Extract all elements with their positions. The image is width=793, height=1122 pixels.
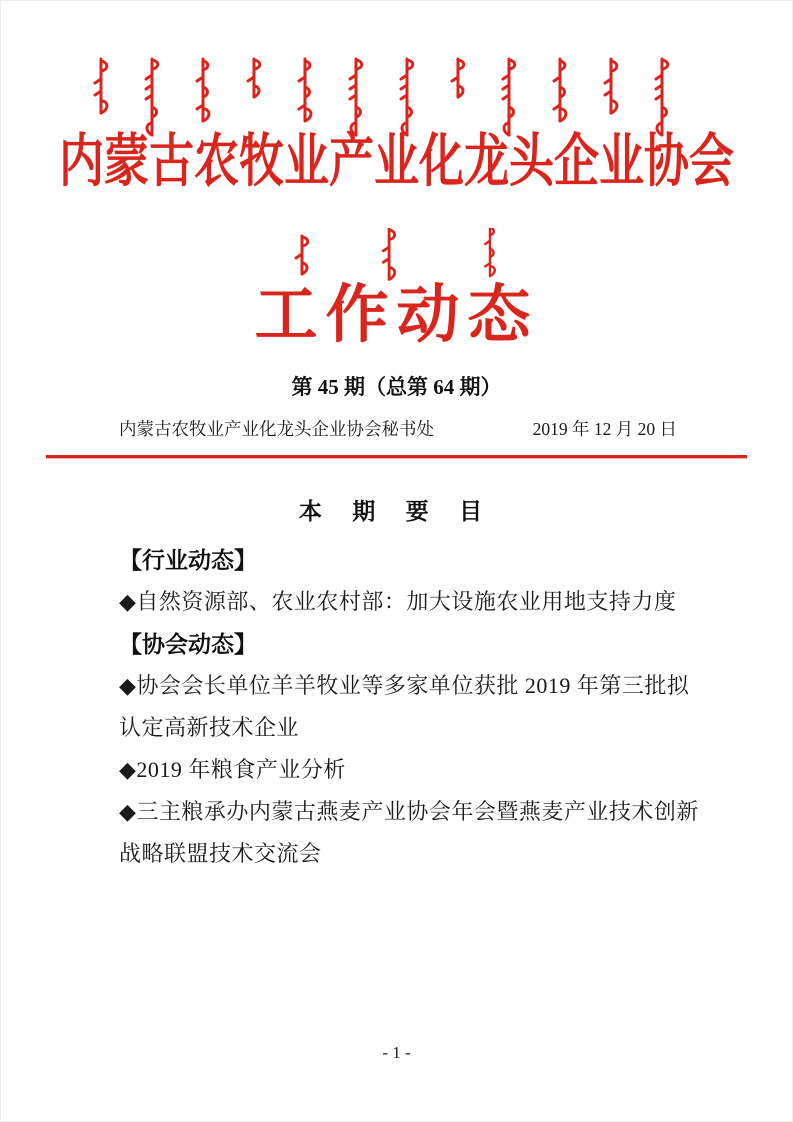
toc-item: ◆2019 年粮食产业分析 [119, 757, 346, 783]
bulletin-title: 工作动态 [254, 280, 539, 350]
section-title-industry-news: 【行业动态】 [119, 547, 257, 574]
publisher-name: 内蒙古农牧业产业化龙头企业协会秘书处 [119, 419, 434, 440]
section-title-association-news: 【协会动态】 [119, 631, 257, 658]
toc-item: ◆三主粮承办内蒙古燕麦产业协会年会暨燕麦产业技术创新战略联盟技术交流会 [119, 799, 699, 867]
page-number: - 1 - [382, 1043, 411, 1062]
contents-list [119, 539, 701, 875]
publisher-row [119, 417, 677, 442]
issue-number-line: 第 45 期（总第 64 期） [291, 375, 502, 399]
red-divider-rule [46, 455, 747, 458]
mongolian-script-row2-icon [277, 228, 517, 284]
toc-item: ◆协会会长单位羊羊牧业等多家单位获批 2019 年第三批拟认定高新技术企业 [119, 673, 690, 741]
toc-item: ◆自然资源部、农业农村部：加大设施农业用地支持力度 [119, 589, 677, 615]
mongolian-script-row1-icon [89, 55, 705, 139]
publish-date: 2019 年 12 月 20 日 [532, 419, 677, 440]
contents-heading: 本 期 要 目 [298, 497, 495, 524]
page-footer [1, 1043, 792, 1063]
contents-main [1, 498, 792, 876]
masthead [1, 55, 792, 458]
org-name-title: 内蒙古农牧业产业化龙头企业协会 [58, 129, 734, 194]
